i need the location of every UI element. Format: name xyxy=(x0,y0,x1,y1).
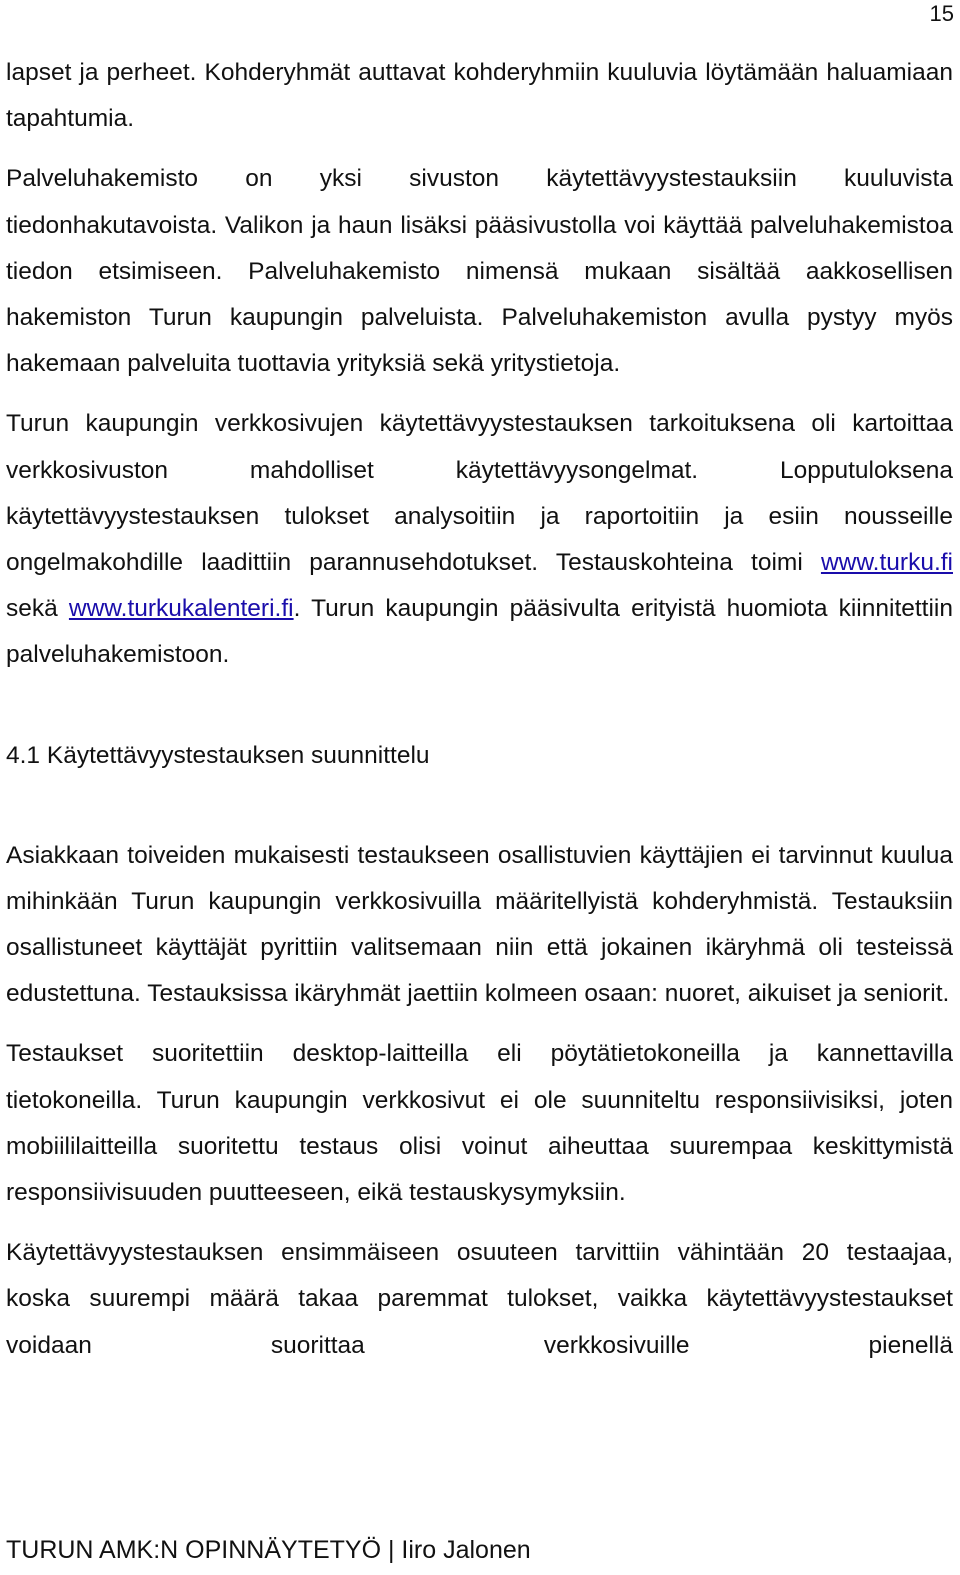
page-footer: TURUN AMK:N OPINNÄYTETYÖ | Iiro Jalonen xyxy=(6,1536,531,1564)
text-between-links: sekä xyxy=(6,595,69,623)
paragraph-service-directory: Palveluhakemisto on yksi sivuston käytettävyystestauksiin kuuluvista tiedonhakutavoista. Valikon ja haun lisäksi pääsivustolla voi käyttää palveluhakemistoa tiedon etsimiseen. Palveluhakemisto nimensä mukaan sisältää aakkosellisen hakemiston Turun kaupungin palveluista. Palveluhakemiston avulla pystyy myös hakemaan palveluita tuottavia yrityksiä sekä yritystietoja. xyxy=(6,165,953,378)
text-before-links: Turun kaupungin verkkosivujen käytettävyystestauksen tarkoituksena oli kartoittaa verkkosivuston mahdolliset käytettävyysongelmat. Lopputuloksena käytettävyystestauksen tulokset analysoitiin ja raportoitiin ja esiin nousseille ongelmakohdille laadittiin parannusehdotukset. Testauskohteina toimi xyxy=(6,410,953,577)
link-turku-fi[interactable]: www.turku.fi xyxy=(820,549,953,577)
paragraph-devices: Testaukset suoritettiin desktop-laitteilla eli pöytätietokoneilla ja kannettavilla tietokoneilla. Turun kaupungin verkkosivut ei ole suunniteltu responsiivisiksi, joten mobiililaitteilla suoritettu testaus olisi voinut aiheuttaa suurempaa keskittymistä responsiivisuuden puutteeseen, eikä testauskysymyksiin. xyxy=(6,1040,953,1207)
paragraph-testing-purpose xyxy=(6,401,953,678)
paragraph-target-groups: lapset ja perheet. Kohderyhmät auttavat kohderyhmiin kuuluvia löytämään haluamiaan tapahtumia. xyxy=(6,59,953,133)
section-heading: 4.1 Käytettävyystestauksen suunnittelu xyxy=(6,741,430,769)
page-number: 15 xyxy=(929,1,954,26)
paragraph-participants: Asiakkaan toiveiden mukaisesti testaukseen osallistuvien käyttäjien ei tarvinnut kuulua mihinkään Turun kaupungin verkkosivuilla määritellyistä kohderyhmistä. Testauksiin osallistuneet käyttäjät pyrittiin valitsemaan niin että jokainen ikäryhmä oli testeissä edustettuna. Testauksissa ikäryhmät jaettiin kolmeen osaan: nuoret, aikuiset ja seniorit. xyxy=(6,841,953,1008)
text-after-links: . Turun kaupungin pääsivulta erityistä huomiota kiinnitettiin palveluhakemistoon. xyxy=(6,595,954,669)
paragraph-tester-count: Käytettävyystestauksen ensimmäiseen osuuteen tarvittiin vähintään 20 testaajaa, koska suurempi määrä takaa paremmat tulokset, vaikka käytettävyystestaukset voidaan suorittaa verkkosivuille pienellä xyxy=(6,1239,953,1359)
link-turkukalenteri-fi[interactable]: www.turkukalenteri.fi xyxy=(68,595,294,623)
document-body xyxy=(6,50,953,1369)
